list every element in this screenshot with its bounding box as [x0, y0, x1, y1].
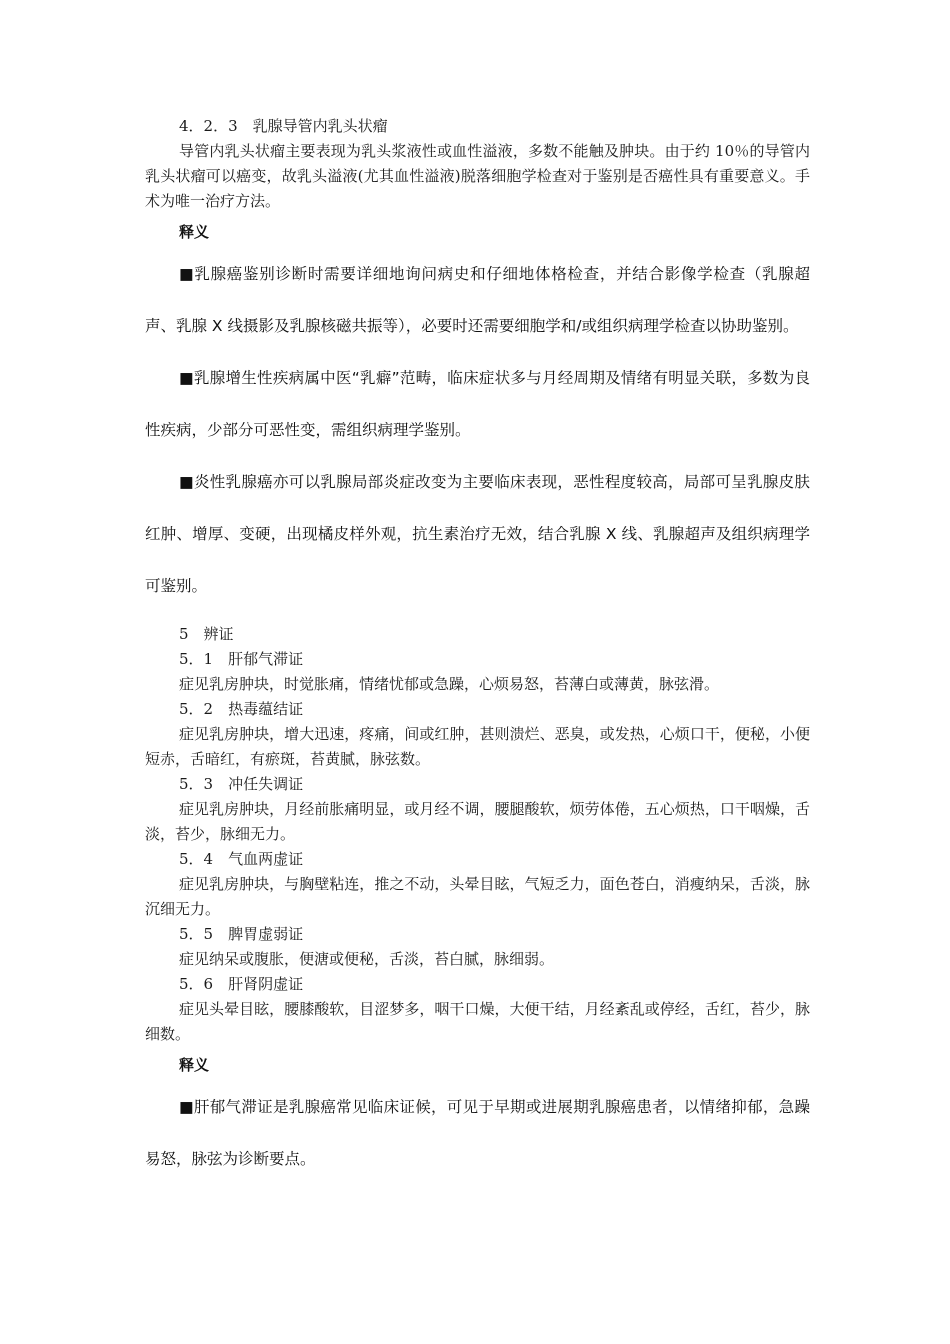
gloss-title: 释义 [179, 223, 210, 241]
subsection-text: 症见头晕目眩，腰膝酸软，目涩梦多，咽干口燥，大便干结，月经紊乱或停经，舌红，苔少，脉细数。 [145, 1000, 810, 1043]
subsection-heading: 5．5 脾胃虚弱证 [179, 925, 304, 943]
gloss-item: ■肝郁气滞证是乳腺癌常见临床证候，可见于早期或进展期乳腺癌患者，以情绪抑郁，急躁易怒，脉弦为诊断要点。 [145, 1098, 810, 1168]
subsection-text: 症见乳房肿块，与胸壁粘连，推之不动，头晕目眩，气短乏力，面色苍白，消瘦纳呆，舌淡，脉沉细无力。 [145, 875, 810, 918]
section-5-heading: 5 辨证 [179, 625, 234, 643]
subsection-heading: 5．4 气血两虚证 [179, 850, 304, 868]
gloss-item: ■乳腺增生性疾病属中医“乳癖”范畴，临床症状多与月经周期及情绪有明显关联，多数为良性疾病，少部分可恶性变，需组织病理学鉴别。 [145, 369, 810, 439]
subsection-text: 症见纳呆或腹胀，便溏或便秘，舌淡，苔白腻，脉细弱。 [179, 950, 555, 968]
gloss-item: ■炎性乳腺癌亦可以乳腺局部炎症改变为主要临床表现，恶性程度较高，局部可呈乳腺皮肤红肿、增厚、变硬，出现橘皮样外观，抗生素治疗无效，结合乳腺 X 线、乳腺超声及组织病理学可鉴别。 [145, 473, 810, 595]
page-content [145, 114, 810, 1185]
gloss-item: ■乳腺癌鉴别诊断时需要详细地询问病史和仔细地体格检查，并结合影像学检查（乳腺超声、乳腺 X 线摄影及乳腺核磁共振等），必要时还需要细胞学和/或组织病理学检查以协助鉴别。 [145, 265, 810, 335]
subsection-text: 症见乳房肿块，月经前胀痛明显，或月经不调，腰腿酸软，烦劳体倦，五心烦热，口干咽燥，舌淡，苔少，脉细无力。 [145, 800, 810, 843]
subsection-heading: 5．2 热毒蕴结证 [179, 700, 304, 718]
section-4-2-3-heading: 4．2．3 乳腺导管内乳头状瘤 [179, 117, 388, 135]
gloss-title: 释义 [179, 1056, 210, 1074]
section-4-2-3-text: 导管内乳头状瘤主要表现为乳头浆液性或血性溢液，多数不能触及肿块。由于约 10％的导管内乳头状瘤可以癌变，故乳头溢液(尤其血性溢液)脱落细胞学检查对于鉴别是否癌性具有重要意义。手术为唯一治疗方法。 [145, 142, 810, 210]
subsection-text: 症见乳房肿块，增大迅速，疼痛，间或红肿，甚则溃烂、恶臭，或发热，心烦口干，便秘，小便短赤，舌暗红，有瘀斑，苔黄腻，脉弦数。 [145, 725, 810, 768]
subsection-heading: 5．1 肝郁气滞证 [179, 650, 304, 668]
subsection-heading: 5．3 冲任失调证 [179, 775, 304, 793]
subsection-text: 症见乳房肿块，时觉胀痛，情绪忧郁或急躁，心烦易怒，苔薄白或薄黄，脉弦滑。 [179, 675, 720, 693]
subsection-heading: 5．6 肝肾阴虚证 [179, 975, 304, 993]
